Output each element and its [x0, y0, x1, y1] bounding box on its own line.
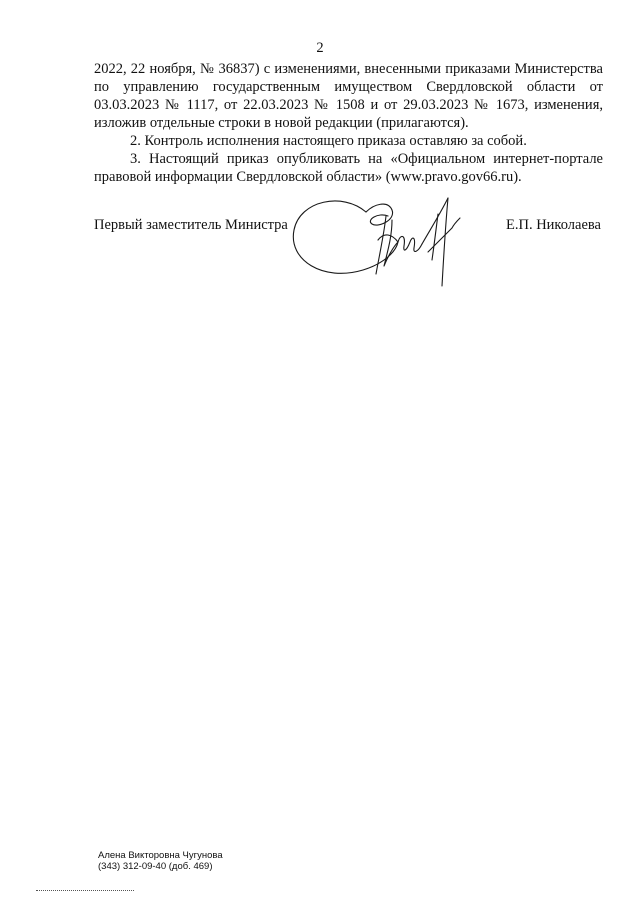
executor-phone: (343) 312-09-40 (доб. 469)	[98, 861, 213, 872]
document-body	[94, 60, 603, 186]
signer-position: Первый заместитель Министра	[94, 217, 288, 233]
paragraph-continuation: 2022, 22 ноября, № 36837) с изменениями, внесенными приказами Министерства по управлению государственным имуществом Свердловской области от 03.03.2023 № 1117, от 22.03.2023 № 1508 и от 29.03.2023 № 1673, изменения, изложив отдельные строки в новой редакции (прилагаются).	[94, 61, 603, 131]
page-number: 2	[316, 40, 324, 56]
signature-block	[94, 217, 603, 237]
footer-divider	[36, 890, 134, 891]
signer-name: Е.П. Николаева	[505, 217, 601, 233]
executor-name: Алена Викторовна Чугунова	[98, 850, 223, 861]
handwritten-signature	[288, 190, 478, 290]
paragraph-publication: 3. Настоящий приказ опубликовать на «Официальном интернет-портале правовой информации Свердловской области» (www.pravo.gov66.ru).	[94, 151, 603, 185]
executor-info	[98, 850, 223, 872]
paragraph-control: 2. Контроль исполнения настоящего приказа оставляю за собой.	[130, 133, 527, 149]
